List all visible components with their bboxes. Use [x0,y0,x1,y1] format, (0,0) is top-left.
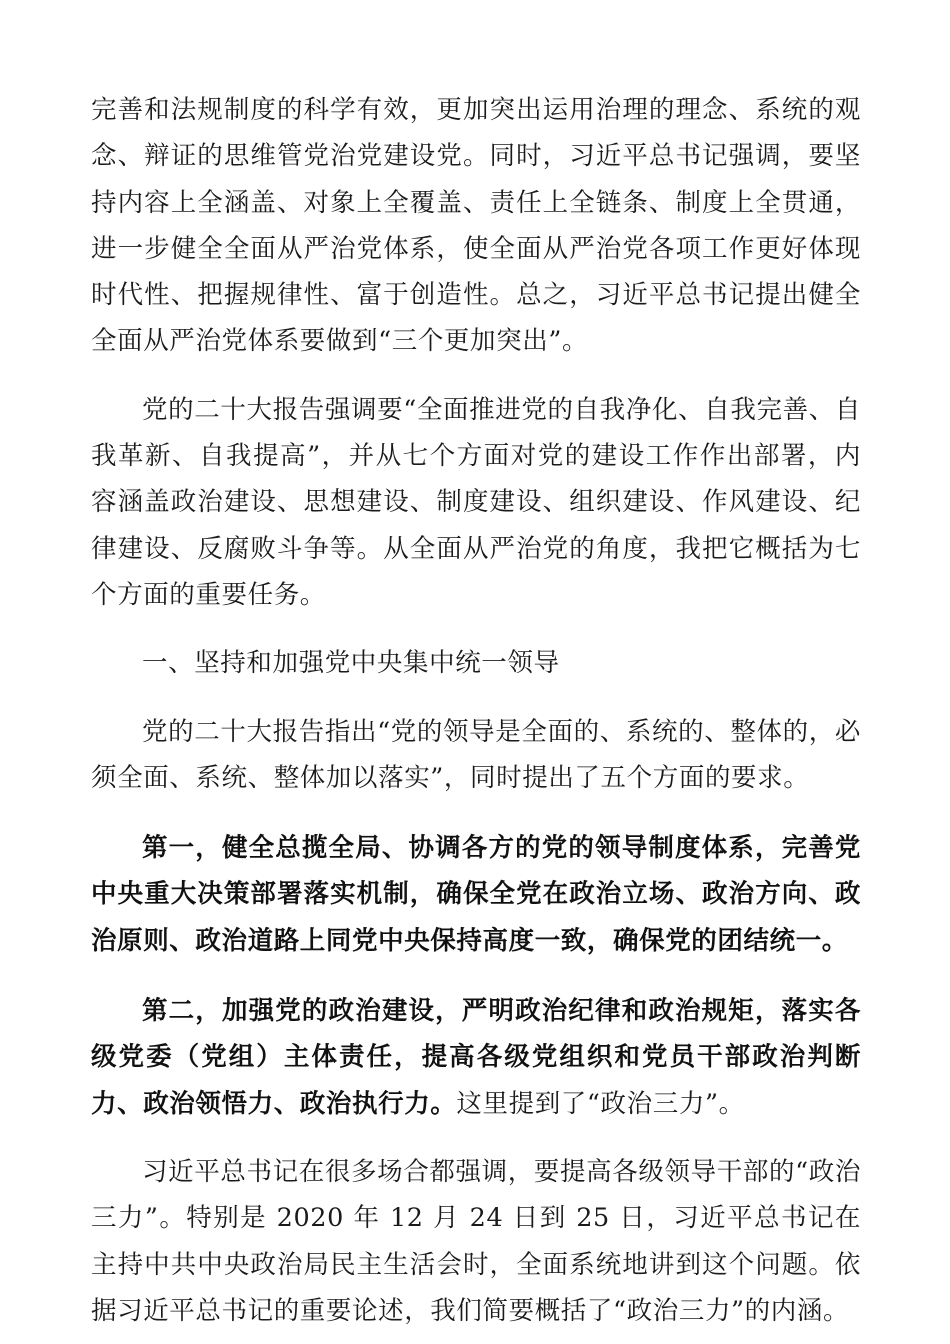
document-body [91,87,861,1334]
paragraph-first-point [91,825,861,964]
second-point-normal-text: 这里提到了“政治三力”。 [456,1088,745,1119]
second-point-bold-text: 第二，加强党的政治建设，严明政治纪律和政治规矩，落实各级党委（党组）主体责任，提高各级党组织和党员干部政治判断力、政治领悟力、政治执行力。 [91,996,861,1119]
paragraph-continuation: 完善和法规制度的科学有效，更加突出运用治理的理念、系统的观念、辩证的思维管党治党建设党。同时，习近平总书记强调，要坚持内容上全涵盖、对象上全覆盖、责任上全链条、制度上全贯通，进一步健全全面从严治党体系，使全面从严治党各项工作更好体现时代性、把握规律性、富于创造性。总之，习近平总书记提出健全全面从严治党体系要做到“三个更加突出”。 [91,95,861,357]
section-heading: 一、坚持和加强党中央集中统一领导 [142,648,560,679]
paragraph-second-point [91,988,861,1127]
first-point-bold-text: 第一，健全总揽全局、协调各方的党的领导制度体系，完善党中央重大决策部署落实机制，确保全党在政治立场、政治方向、政治原则、政治道路上同党中央保持高度一致，确保党的团结统一。 [91,833,861,956]
paragraph-political-abilities: 习近平总书记在很多场合都强调，要提高各级领导干部的“政治三力”。特别是 2020 年 12 月 24 日到 25 日，习近平总书记在主持中共中央政治局民主生活会时，全面系统地讲到这个问题。依据习近平总书记的重要论述，我们简要概括了“政治三力”的内涵。 [91,1156,861,1326]
paragraph-leadership: 党的二十大报告指出“党的领导是全面的、系统的、整体的，必须全面、系统、整体加以落实”，同时提出了五个方面的要求。 [91,716,861,793]
paragraph-report-emphasis: 党的二十大报告强调要“全面推进党的自我净化、自我完善、自我革新、自我提高”，并从七个方面对党的建设工作作出部署，内容涵盖政治建设、思想建设、制度建设、组织建设、作风建设、纪律建设、反腐败斗争等。从全面从严治党的角度，我把它概括为七个方面的重要任务。 [91,394,861,610]
